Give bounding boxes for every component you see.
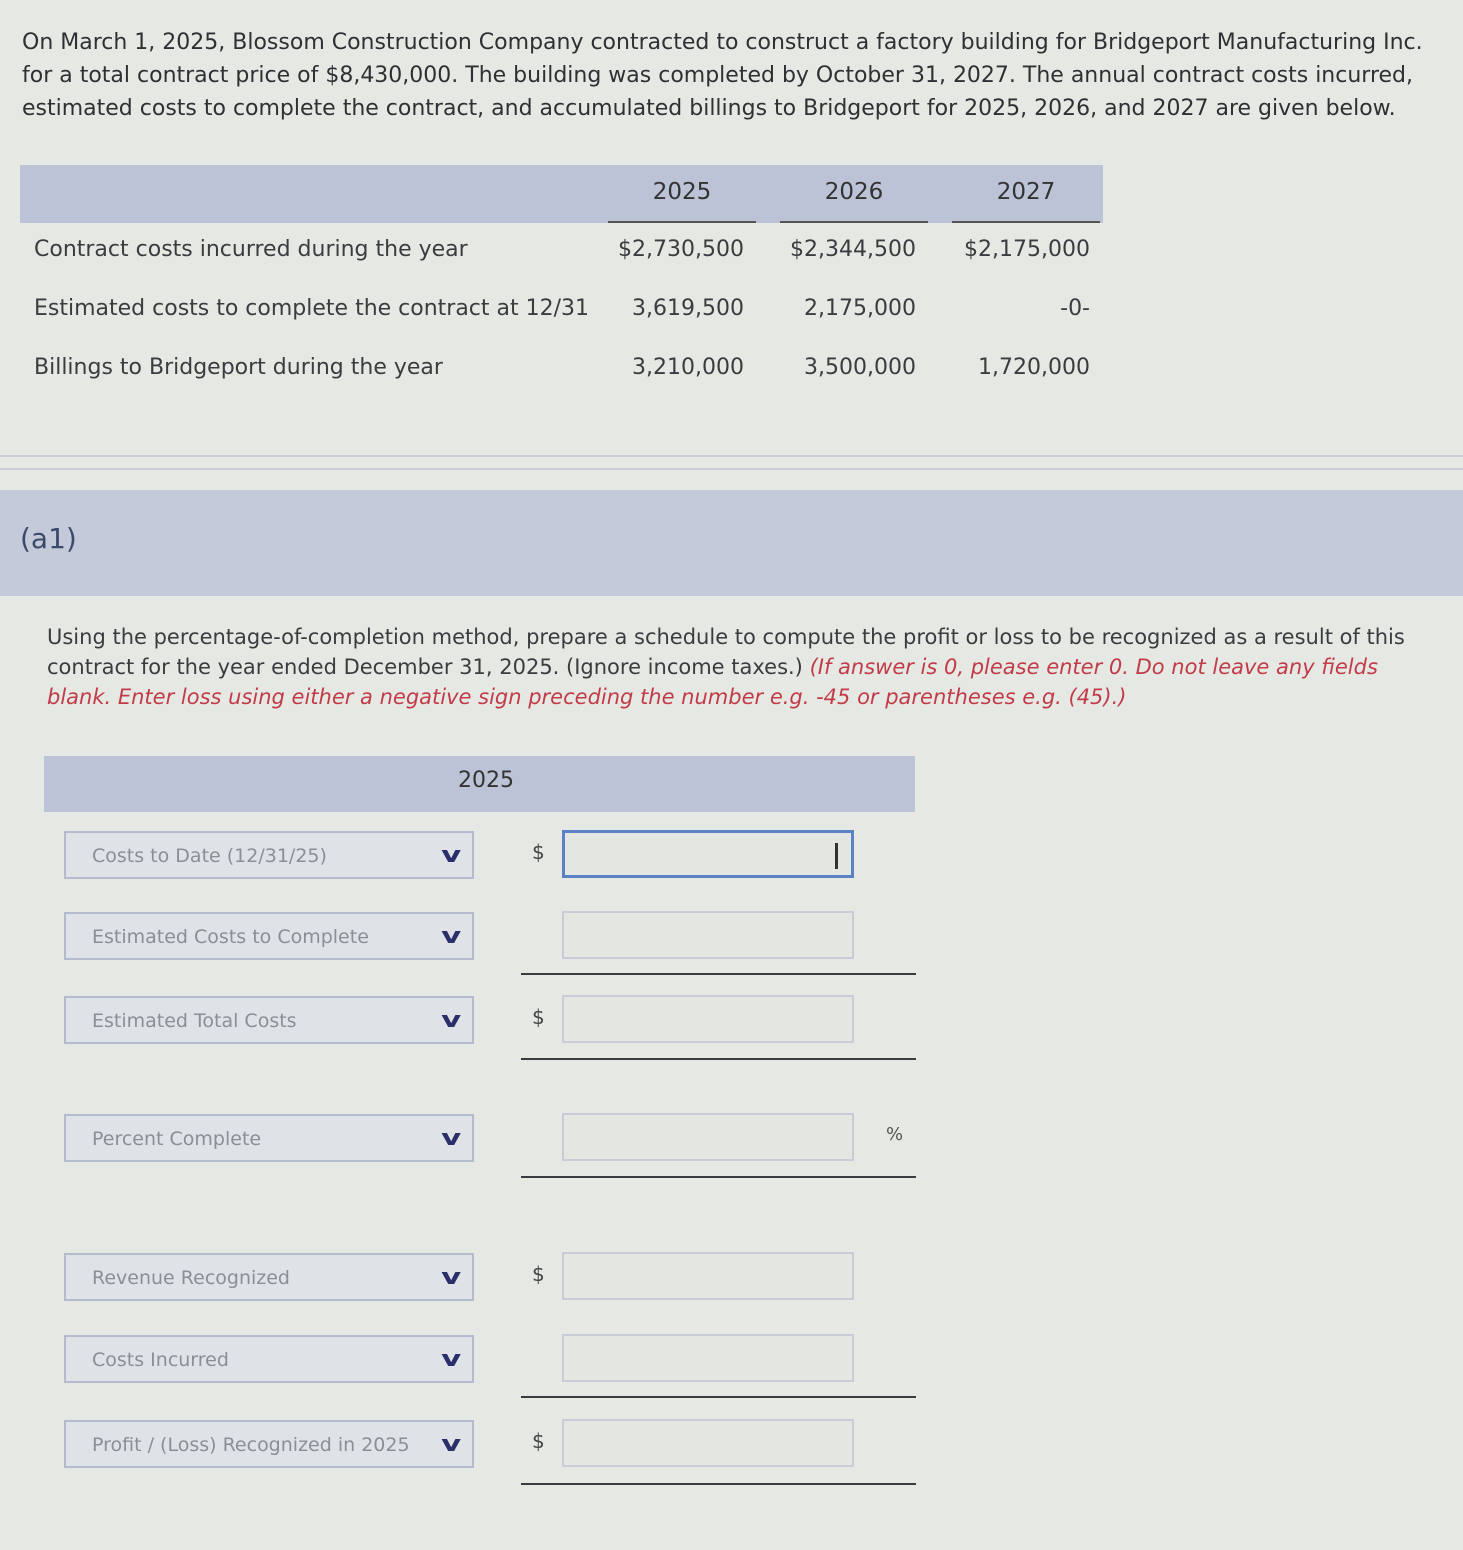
section-divider: [0, 468, 1463, 470]
table-row: [20, 282, 1103, 341]
select-label: Revenue Recognized: [92, 1267, 290, 1289]
row-select-costs-incurred[interactable]: [64, 1335, 474, 1383]
cell-value: 2,175,000: [804, 296, 916, 321]
part-label: (a1): [20, 522, 77, 555]
percent-sign: %: [886, 1124, 904, 1145]
table-row: [20, 223, 1103, 282]
cell-value: $2,730,500: [618, 237, 744, 262]
table-header: [20, 165, 1103, 223]
costs-incurred-input[interactable]: [562, 1334, 854, 1382]
chevron-down-icon: v: [440, 1432, 461, 1457]
estimated-total-costs-input[interactable]: [562, 995, 854, 1043]
cell-value: -0-: [1060, 296, 1090, 321]
part-header-band: [0, 490, 1463, 596]
row-label: Billings to Bridgeport during the year: [34, 355, 443, 380]
cell-value: 3,619,500: [632, 296, 744, 321]
instruction-note: (If answer is 0, please enter 0. Do not leave any fields blank. Enter loss using either a negative sign preceding the number e.g. -45 or parentheses e.g. (45).): [47, 655, 1378, 709]
text-cursor: [835, 843, 838, 869]
cell-value: 1,720,000: [978, 355, 1090, 380]
revenue-recognized-input[interactable]: [562, 1252, 854, 1300]
chevron-down-icon: v: [440, 924, 461, 949]
cell-value: 3,500,000: [804, 355, 916, 380]
row-select-revenue-recognized[interactable]: [64, 1253, 474, 1301]
estimated-costs-to-complete-input[interactable]: [562, 911, 854, 959]
cell-value: $2,175,000: [964, 237, 1090, 262]
year-2025-header: 2025: [608, 165, 756, 223]
row-select-estimated-costs-to-complete[interactable]: [64, 912, 474, 960]
chevron-down-icon: v: [440, 843, 461, 868]
select-label: Costs Incurred: [92, 1349, 229, 1371]
cell-value: $2,344,500: [790, 237, 916, 262]
total-underline: [521, 1483, 916, 1485]
costs-to-date-input[interactable]: [562, 830, 854, 878]
total-underline: [521, 1396, 916, 1398]
problem-intro: On March 1, 2025, Blossom Construction Company contracted to construct a factory building for Bridgeport Manufacturing Inc. for a total contract price of $8,430,000. The building was completed by October 31, 2027. The annual contract costs incurred, estimated costs to complete the contract, and accumulated billings to Bridgeport for 2025, 2026, and 2027 are given below.: [22, 30, 1423, 121]
instructions: [47, 622, 1427, 712]
chevron-down-icon: v: [440, 1347, 461, 1372]
dollar-sign: $: [532, 1005, 545, 1029]
row-select-profit-loss[interactable]: [64, 1420, 474, 1468]
total-underline: [521, 1058, 916, 1060]
select-label: Estimated Costs to Complete: [92, 926, 369, 948]
table-row: [20, 341, 1103, 400]
cell-value: 3,210,000: [632, 355, 744, 380]
dollar-sign: $: [532, 1262, 545, 1286]
schedule-header: [44, 756, 915, 812]
select-label: Percent Complete: [92, 1128, 262, 1150]
dollar-sign: $: [532, 840, 545, 864]
contract-data-table: [20, 165, 1103, 400]
select-label: Profit / (Loss) Recognized in 2025: [92, 1434, 410, 1456]
row-select-percent-complete[interactable]: [64, 1114, 474, 1162]
dollar-sign: $: [532, 1429, 545, 1453]
row-label: Contract costs incurred during the year: [34, 237, 468, 262]
year-2026-header: 2026: [780, 165, 928, 223]
row-label: Estimated costs to complete the contract at 12/31: [34, 296, 590, 321]
row-select-costs-to-date[interactable]: [64, 831, 474, 879]
chevron-down-icon: v: [440, 1126, 461, 1151]
chevron-down-icon: v: [440, 1008, 461, 1033]
year-2027-header: 2027: [952, 165, 1100, 223]
chevron-down-icon: v: [440, 1265, 461, 1290]
schedule-year: 2025: [458, 768, 514, 793]
select-label: Costs to Date (12/31/25): [92, 845, 327, 867]
percent-complete-input[interactable]: [562, 1113, 854, 1161]
row-select-estimated-total-costs[interactable]: [64, 996, 474, 1044]
total-underline: [521, 973, 916, 975]
select-label: Estimated Total Costs: [92, 1010, 297, 1032]
profit-loss-input[interactable]: [562, 1419, 854, 1467]
section-divider: [0, 455, 1463, 457]
instruction-text: Using the percentage-of-completion method, prepare a schedule to compute the profit or loss to be recognized as a result of this contract for the year ended December 31, 2025. (Ignore income taxes.): [47, 625, 1405, 679]
total-underline: [521, 1176, 916, 1178]
